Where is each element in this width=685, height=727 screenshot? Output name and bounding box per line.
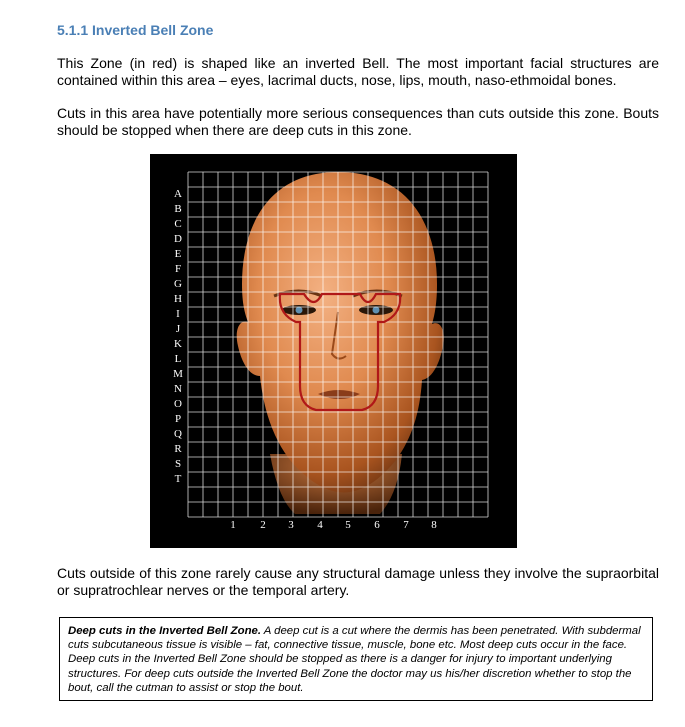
column-label: 7 [403, 519, 409, 531]
row-label: P [174, 413, 182, 425]
row-label: O [174, 398, 182, 410]
column-label: 5 [345, 519, 351, 531]
column-label: 4 [317, 519, 323, 531]
face-illustration [150, 154, 517, 548]
row-labels [171, 187, 185, 487]
row-label: L [174, 353, 182, 365]
note-body: A deep cut is a cut where the dermis has been penetrated. With subdermal cuts subcutaneous tissue is visible – fat, connective tissue, muscle, bone etc. Most deep cuts occur in the face. Deep cuts in the Inverted Bell Zone should be stopped as there is a danger for injury to important underlying structures. For deep cuts outside the Inverted Bell Zone the doctor may us his/her discretion whether to stop the bout, call the cutman to assist or stop the bout. [68, 625, 641, 694]
column-label: 8 [431, 519, 437, 531]
row-label: S [174, 458, 182, 470]
row-label: K [174, 338, 182, 350]
row-label: H [174, 293, 182, 305]
section-heading: 5.1.1 Inverted Bell Zone [57, 22, 214, 38]
outside-zone-paragraph: Cuts outside of this zone rarely cause any structural damage unless they involve the supraorbital or supratrochlear nerves or the temporal artery. [57, 565, 659, 598]
column-label: 6 [374, 519, 380, 531]
row-label: I [176, 308, 180, 320]
row-label: Q [174, 428, 182, 440]
row-label: F [174, 263, 182, 275]
note-title: Deep cuts in the Inverted Bell Zone. [68, 625, 262, 637]
consequences-paragraph: Cuts in this area have potentially more serious consequences than cuts outside this zone. Bouts should be stopped when there are deep cuts in this zone. [57, 105, 659, 138]
deep-cuts-note-box [59, 617, 653, 701]
row-label: C [174, 218, 182, 230]
row-label: M [173, 368, 183, 380]
column-label: 3 [288, 519, 294, 531]
row-label: E [174, 248, 182, 260]
face-zone-figure [150, 154, 517, 548]
row-label: D [174, 233, 182, 245]
grid-lines [188, 172, 488, 517]
column-label: 2 [260, 519, 266, 531]
column-label: 1 [230, 519, 236, 531]
row-label: T [174, 473, 182, 485]
intro-paragraph: This Zone (in red) is shaped like an inverted Bell. The most important facial structures are contained within this area – eyes, lacrimal ducts, nose, lips, mouth, naso-ethmoidal bones. [57, 55, 659, 88]
row-label: A [174, 188, 182, 200]
row-label: N [174, 383, 182, 395]
row-label: R [174, 443, 182, 455]
column-labels [150, 519, 517, 535]
row-label: G [174, 278, 182, 290]
row-label: B [174, 203, 182, 215]
row-label: J [175, 323, 181, 335]
